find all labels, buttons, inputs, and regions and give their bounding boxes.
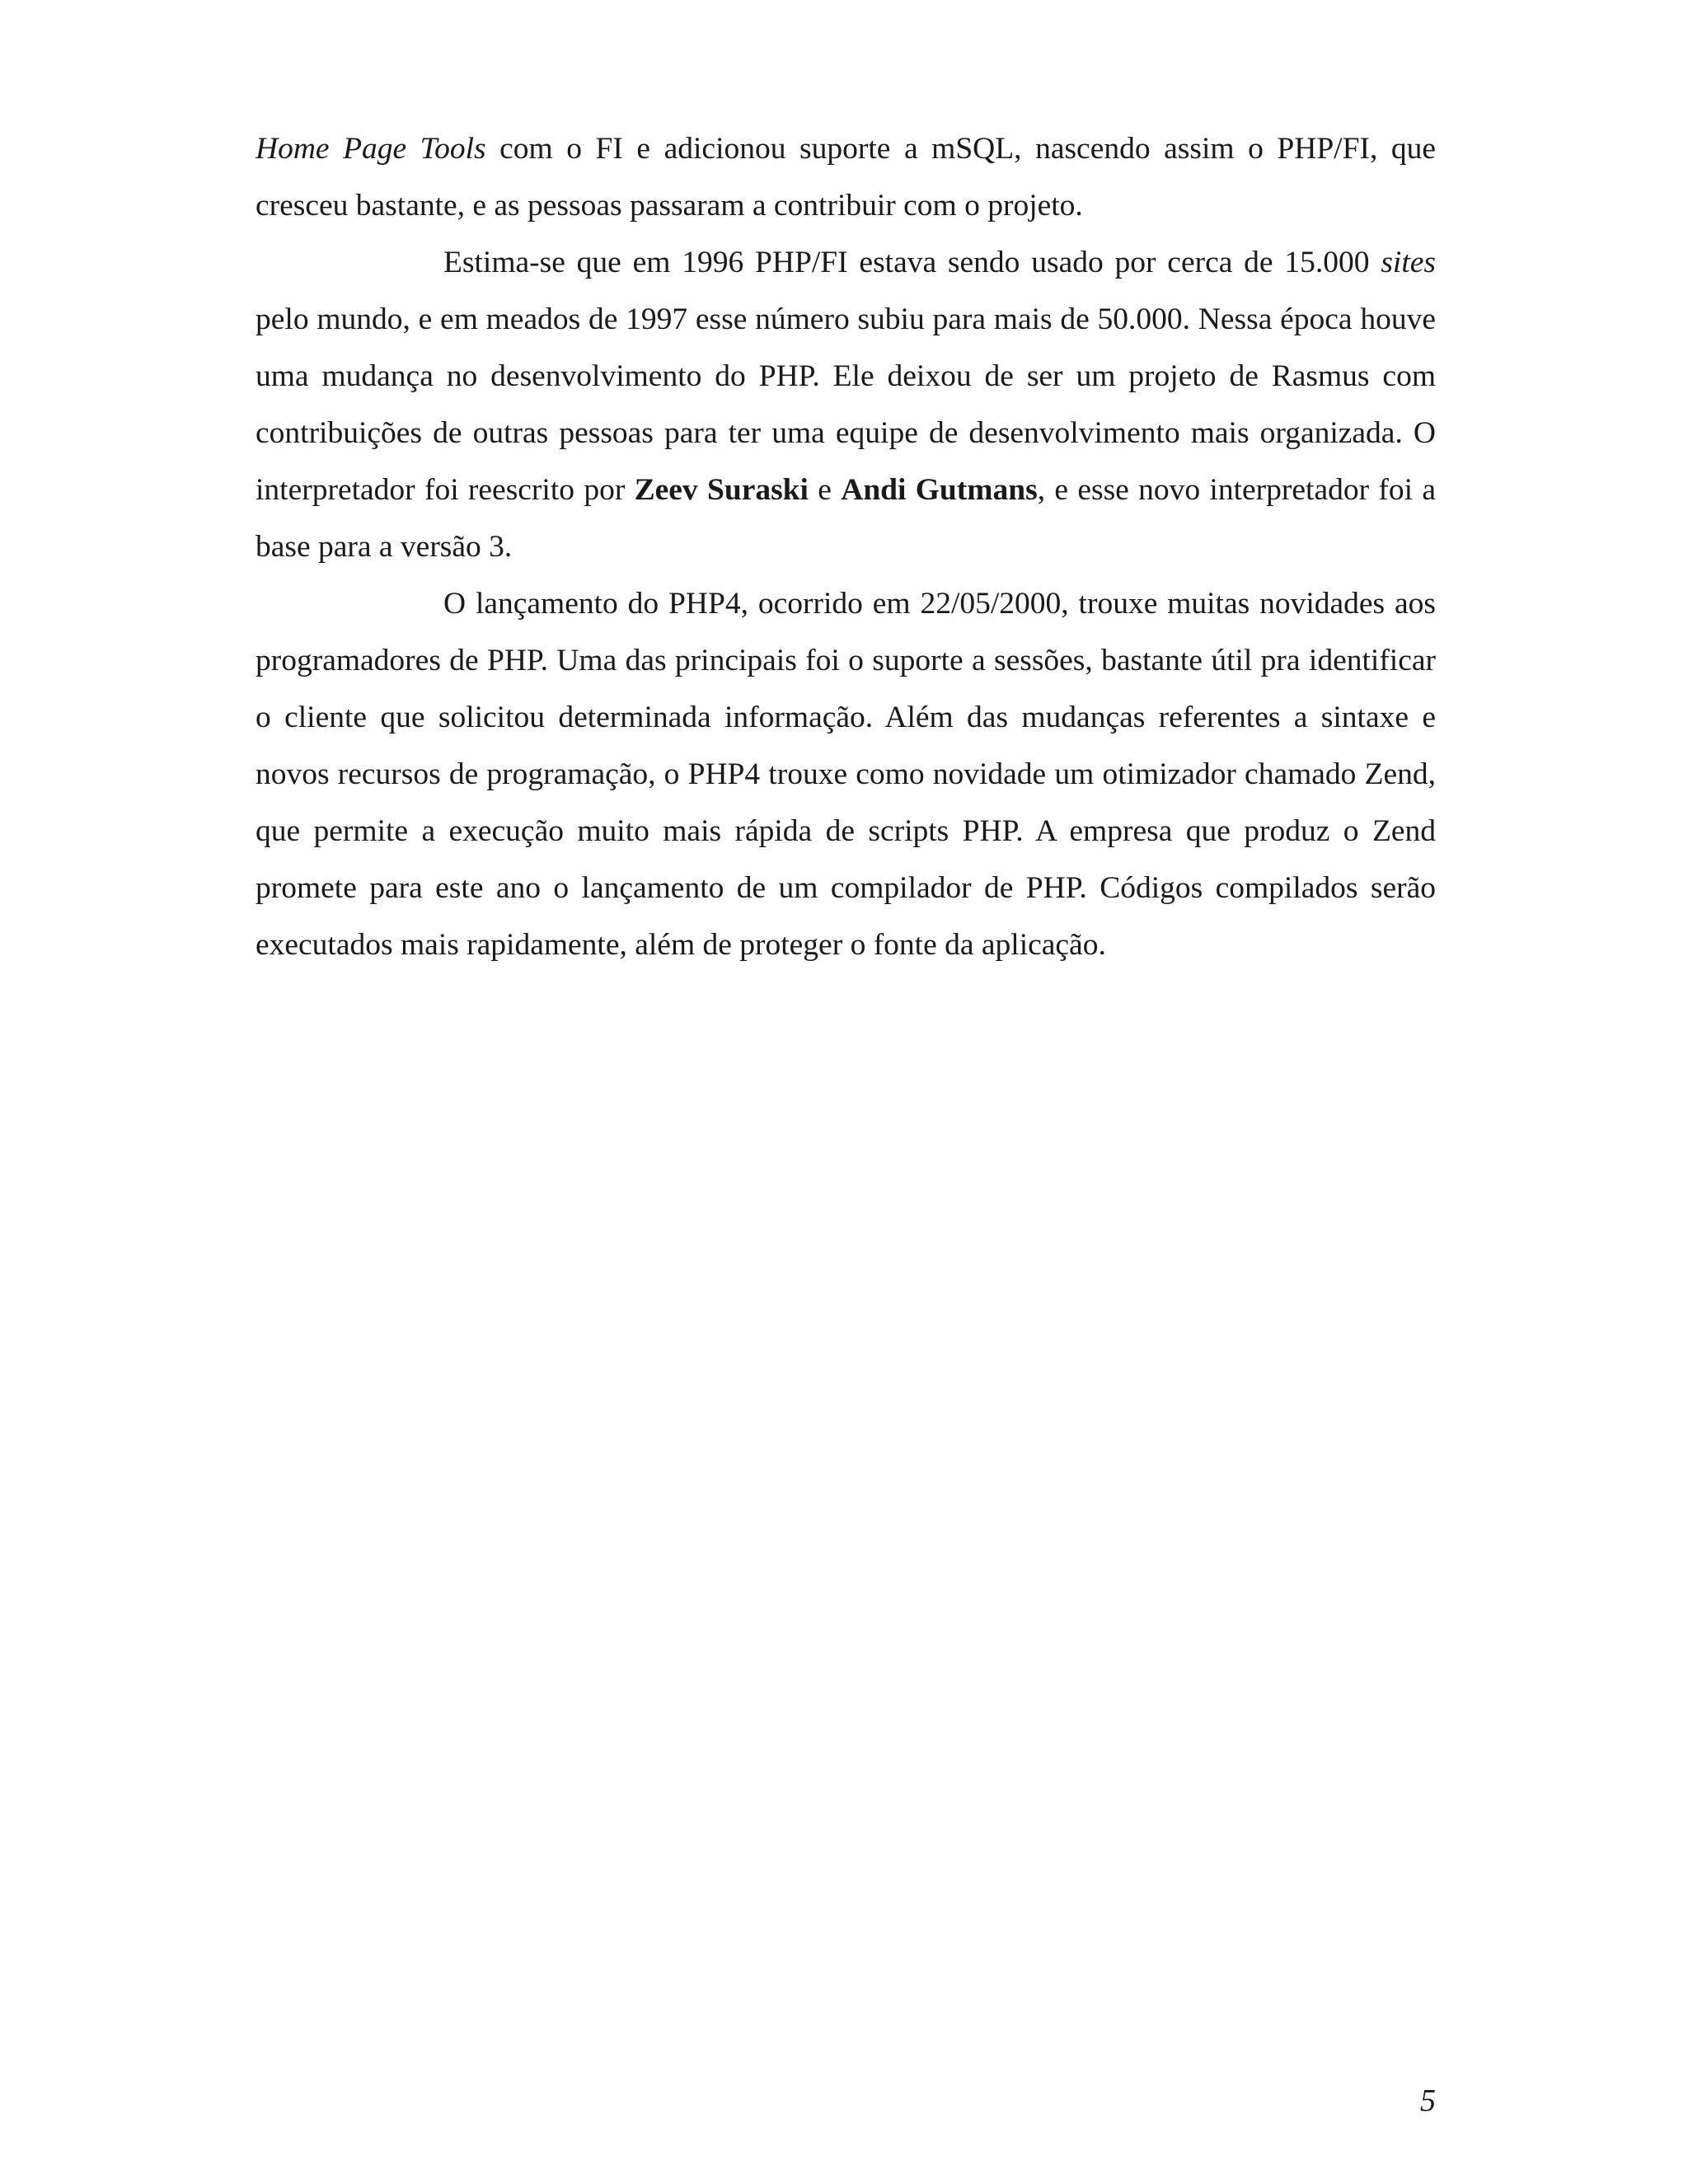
bold-andi-gutmans: Andi Gutmans xyxy=(841,473,1038,507)
text-run: O lançamento do PHP4, ocorrido em 22/05/2000, trouxe muitas novidades aos programadores de PHP. Uma das principais foi o suporte a sessões, bastante útil pra identificar o cliente que solicitou determinada informação. Além das mudanças referentes a sintaxe e novos recursos de programação, o PHP4 trouxe como novidade um otimizador chamado Zend, que permite a execução muito mais rápida de scripts PHP. A empresa que produz o Zend promete para este ano o lançamento de um compilador de PHP. Códigos compilados serão executados mais rapidamente, além de proteger o fonte da aplicação. xyxy=(256,587,1436,962)
emphasis-home-page-tools: Home Page Tools xyxy=(256,132,486,166)
text-run: , e esse novo interpretador foi a base para a versão 3. xyxy=(256,473,1436,564)
page-number: 5 xyxy=(1420,2083,1436,2118)
text-run: pelo mundo, e em meados de 1997 esse número subiu para mais de 50.000. Nessa época houve uma mudança no desenvolvimento do PHP. Ele deixou de ser um projeto de Rasmus com contribuições de outras pessoas para ter uma equipe de desenvolvimento mais organizada. O interpretador foi reescrito por xyxy=(256,302,1436,507)
paragraph-2 xyxy=(256,234,1436,575)
text-run: com o FI e adicionou suporte a mSQL, nascendo assim o PHP/FI, que cresceu bastante, e as pessoas passaram a contribuir com o projeto. xyxy=(256,132,1436,223)
paragraph-3 xyxy=(256,575,1436,973)
text-run: e xyxy=(808,473,842,507)
text-run: Estima-se que em 1996 PHP/FI estava sendo usado por cerca de 15.000 xyxy=(443,246,1381,279)
bold-zeev-suraski: Zeev Suraski xyxy=(634,473,809,507)
paragraph-1 xyxy=(256,120,1436,234)
body-text xyxy=(256,120,1436,973)
emphasis-sites: sites xyxy=(1381,246,1436,279)
